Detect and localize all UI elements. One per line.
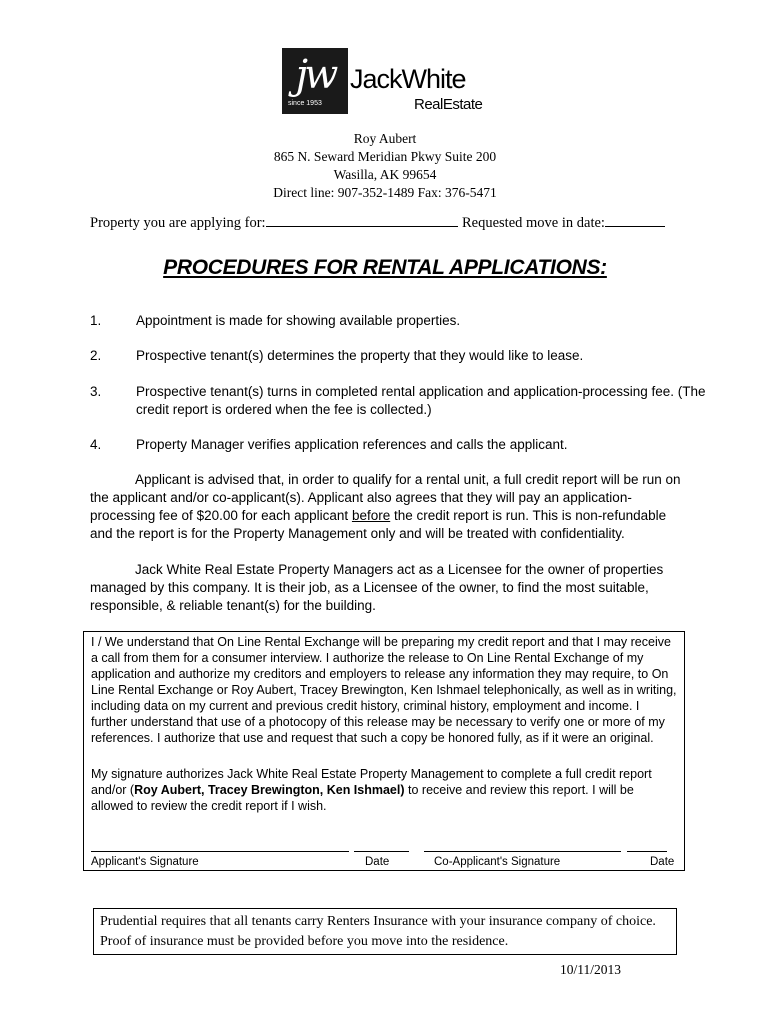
licensee-paragraph: Jack White Real Estate Property Managers act as a Licensee for the owner of properties managed by this company. It is their job, as a Licensee of the owner, to find the most suitable, responsible, & reliable tenant(s) for the building.: [90, 562, 664, 613]
step-number: 3.: [90, 384, 102, 399]
property-field-row: [90, 212, 458, 232]
coapplicant-signature-label: Co-Applicant's Signature: [434, 856, 561, 868]
contact-name: Roy Aubert: [353, 131, 417, 146]
authorized-names: Roy Aubert, Tracey Brewington, Ken Ishmael): [134, 783, 405, 797]
applicant-date-line[interactable]: [354, 851, 409, 852]
move-in-field-row: [462, 212, 665, 232]
logo-since: since 1953: [288, 100, 322, 107]
logo-name: JackWhite: [350, 64, 466, 94]
step-number: 2.: [90, 348, 102, 363]
release-text: I / We understand that On Line Rental Exchange will be preparing my credit report and that I may receive a call from them for a consumer interview. I authorize the release to On Line Rental Exchange of my application and authorize my creditors and employers to release any information they may require, to On Line Rental Exchange or Roy Aubert, Tracey Brewington, Ken Ishmael telephonically, as well as in writing, including data on my current and previous credit history, criminal history, employment and income. I further understand that use of a photocopy of this release may be necessary to verify one or more of my references. I authorize that use and request that such a copy be honored fully, as if it were an original.: [91, 635, 677, 745]
credit-release-box: [83, 631, 685, 871]
contact-city: Wasilla, AK 99654: [333, 167, 437, 182]
logo-monogram: jw: [295, 52, 335, 98]
move-in-label: Requested move in date:: [462, 215, 605, 231]
step-text: Prospective tenant(s) determines the property that they would like to lease.: [136, 348, 584, 363]
paragraph-text: the credit report is run. This is non-refundable and the report is for the Property Management only and will be treated with confidentiality.: [90, 508, 667, 541]
paragraph-text: Applicant is advised that, in order to qualify for a rental unit, a full credit report will be run on the applicant and/or co-applicant(s). Applicant also agrees that they will pay an application-processing fee of $20.00 for each applicant: [90, 472, 681, 523]
coapplicant-signature-line[interactable]: [424, 851, 621, 852]
property-label: Property you are applying for:: [90, 215, 266, 231]
applicant-signature-label: Applicant's Signature: [91, 856, 199, 868]
step-number: 4.: [90, 437, 102, 452]
authorization-part: My signature authorizes Jack White Real Estate Property Management to complete a full credit report and/or (: [91, 767, 652, 797]
applicant-signature-line[interactable]: [91, 851, 349, 852]
coapplicant-date-label: Date: [650, 856, 675, 868]
insurance-notice: Prudential requires that all tenants carry Renters Insurance with your insurance company of choice. Proof of insurance must be provided before you move into the residence.: [93, 908, 677, 955]
contact-street: 865 N. Seward Meridian Pkwy Suite 200: [273, 149, 497, 164]
contact-block: [0, 130, 770, 202]
contact-phone: Direct line: 907-352-1489 Fax: 376-5471: [273, 185, 497, 200]
applicant-date-label: Date: [365, 856, 390, 868]
authorization-text: [91, 766, 677, 814]
credit-report-paragraph: [90, 471, 690, 543]
coapplicant-date-line[interactable]: [627, 851, 667, 852]
footer-date: 10/11/2013: [560, 962, 622, 977]
authorization-part: to receive and review this report. I will be allowed to review the credit report if I wish.: [91, 783, 634, 813]
move-in-input-line[interactable]: [605, 212, 665, 227]
step-text: Appointment is made for showing available properties.: [136, 313, 461, 328]
page-heading: PROCEDURES FOR RENTAL APPLICATIONS:: [163, 256, 607, 279]
logo-subname: RealEstate: [414, 96, 483, 113]
logo-mark: [282, 48, 348, 114]
step-text: Property Manager verifies application references and calls the applicant.: [136, 437, 568, 452]
step-text: Prospective tenant(s) turns in completed rental application and application-processing fee. (The credit report is ordered when the fee is collected.): [136, 384, 706, 417]
property-input-line[interactable]: [266, 212, 458, 227]
step-number: 1.: [90, 313, 102, 328]
before-emphasis: before: [351, 508, 391, 523]
